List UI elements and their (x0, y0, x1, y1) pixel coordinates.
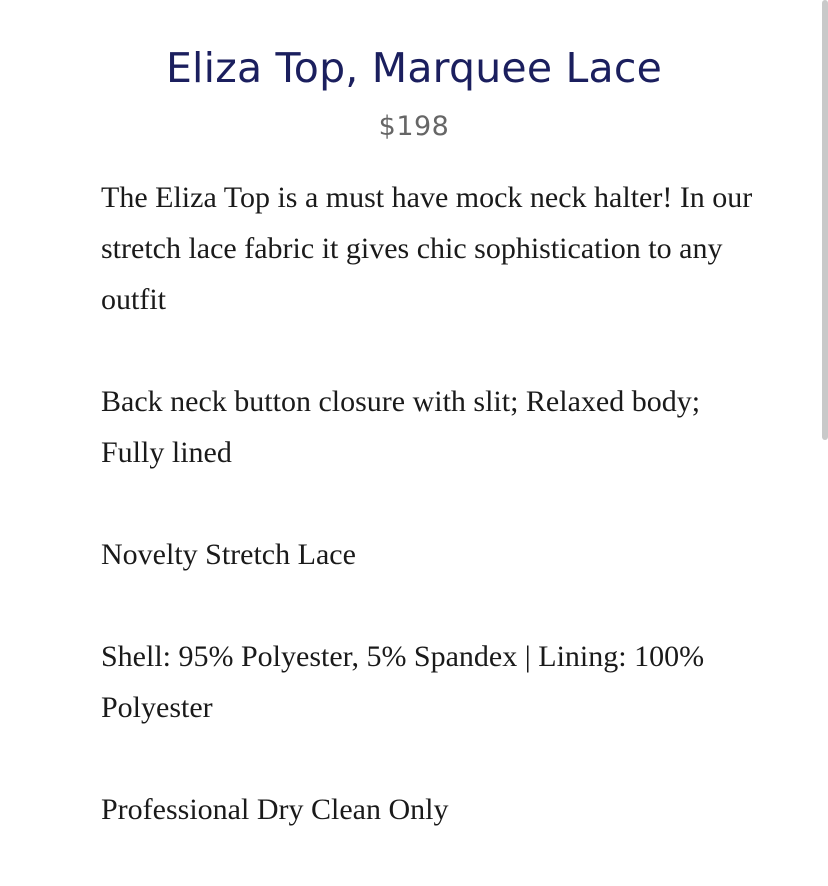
description-paragraph: The Eliza Top is a must have mock neck halter! In our stretch lace fabric it gives chic sophistication to any outfit (101, 181, 753, 316)
description-paragraph: Shell: 95% Polyester, 5% Spandex | Lining: 100% Polyester (101, 640, 705, 724)
product-description (101, 172, 761, 886)
description-paragraph: Back neck button closure with slit; Relaxed body; Fully lined (101, 385, 701, 469)
vertical-scrollbar[interactable] (822, 0, 828, 440)
product-price: $198 (378, 111, 450, 142)
description-paragraph: Novelty Stretch Lace (101, 538, 356, 571)
description-paragraph: Professional Dry Clean Only (101, 793, 449, 826)
product-title: Eliza Top, Marquee Lace (165, 44, 663, 92)
